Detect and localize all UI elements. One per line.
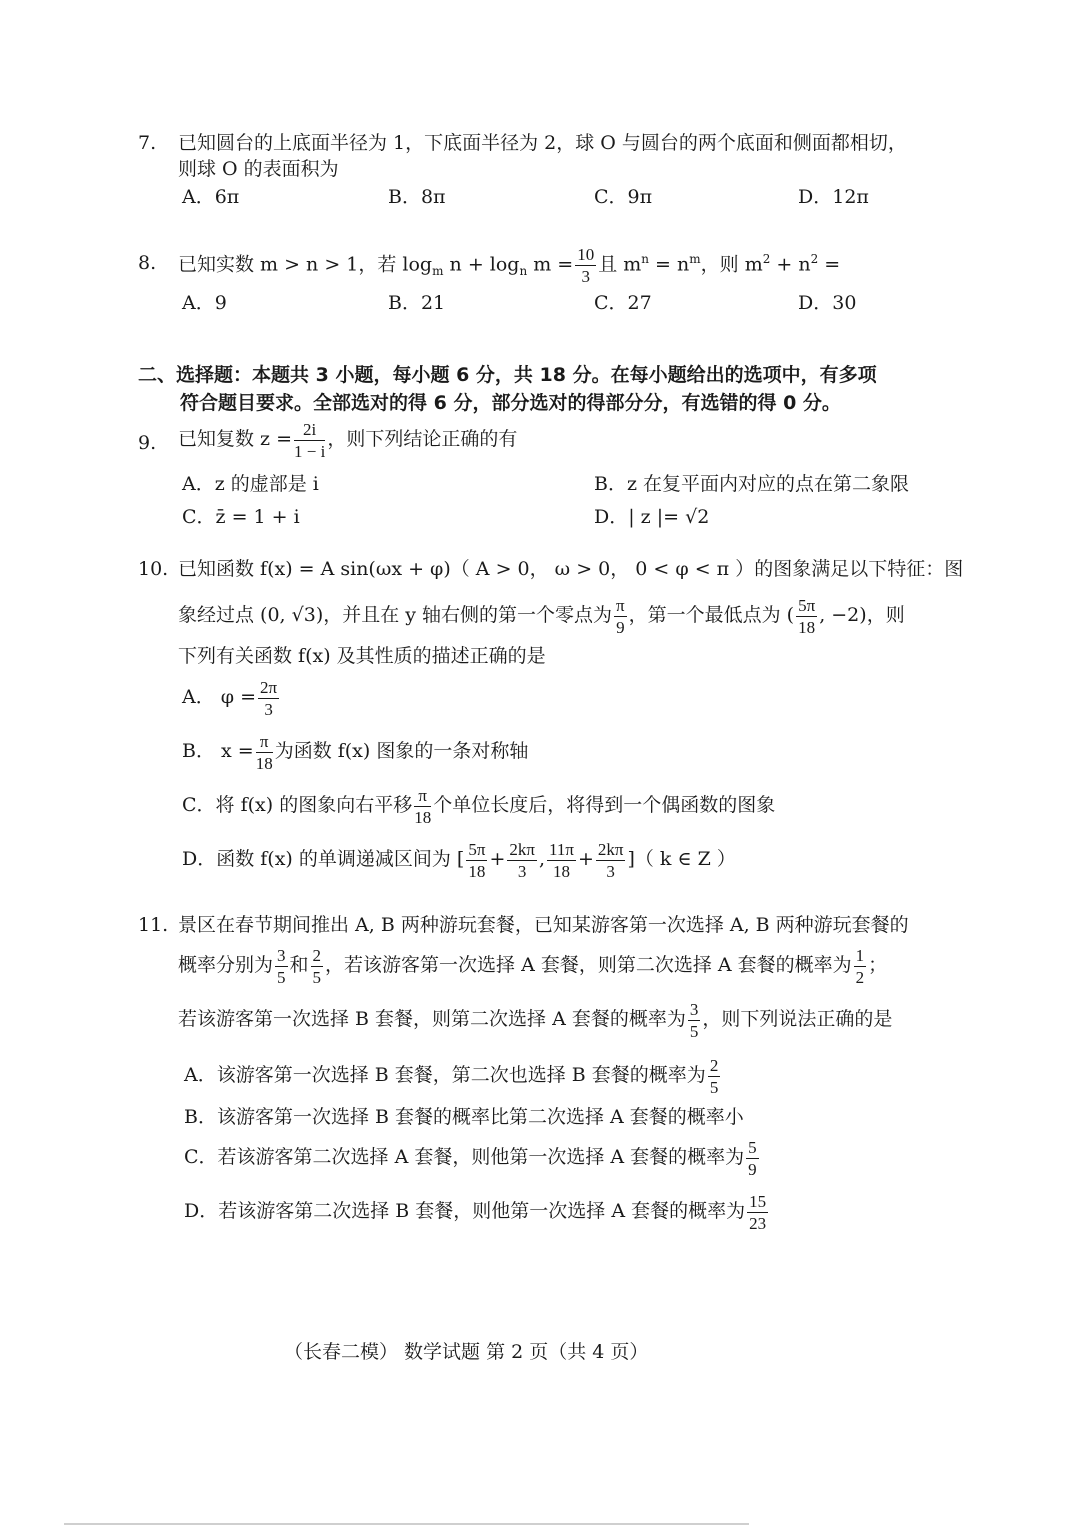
option-c: C．27 (594, 292, 652, 314)
question-text: 已知实数 m > n > 1，若 $\log_m n + \log_n m$ = $\frac{10}{3}$ 且 $m^n = n^m$，则 $m^2 + n^2$ = (178, 244, 841, 286)
option-d: D．| z |= √2 (594, 506, 710, 528)
question-text-line3: 若该游客第一次选择 B 套餐，则第二次选择 A 套餐的概率为 $\frac{3}{5}$ ，则下列说法正确的是 (178, 999, 893, 1041)
question-text-line1: 已知函数 f(x) = A sin(ωx + φ)（ A > 0， ω > 0， 0 < φ < π ）的图象满足以下特征：图 (178, 558, 964, 580)
question-text-line2: 概率分别为 $\frac{3}{5}$ 和 $\frac{2}{5}$ ，若该游客第一次选择 A 套餐，则第二次选择 A 套餐的概率为 $\frac{1}{2}$ ； (178, 945, 888, 987)
question-text-line2: 则球 O 的表面积为 (178, 158, 339, 180)
option-d: D．函数 f(x) 的单调递减区间为 [ $\frac{5\pi}{18}$ + $\frac{2k\pi}{3}$ , $\frac{11\pi}{18}$ + $\frac{2k\pi}{3}$ ]（ k ∈ Z ） (182, 839, 736, 881)
option-a: A．9 (182, 292, 227, 314)
fraction: $\frac{2k\pi}{3}$ (509, 839, 535, 881)
option-b: B．21 (388, 292, 446, 314)
fraction: $\frac{10}{3}$ (577, 244, 595, 286)
option-c: C．若该游客第二次选择 A 套餐，则他第一次选择 A 套餐的概率为 $\frac{5}{9}$ (184, 1137, 757, 1179)
option-b: B． x = $\frac{\pi}{18}$ 为函数 f(x) 图象的一条对称轴 (182, 731, 529, 773)
question-text-line1: 已知圆台的上底面半径为 1，下底面半径为 2，球 O 与圆台的两个底面和侧面都相切， (178, 132, 907, 154)
option-b: B．8π (388, 186, 446, 208)
fraction: $\frac{\pi}{18}$ (255, 731, 273, 773)
question-text: 已知复数 z = $\frac{2i}{1 - i}$ ，则下列结论正确的有 (178, 419, 518, 461)
fraction: $\frac{15}{23}$ (749, 1191, 767, 1233)
question-number: 11. (138, 914, 169, 936)
option-c: C．将 f(x) 的图象向右平移 $\frac{\pi}{18}$ 个单位长度后，将得到一个偶函数的图象 (182, 785, 776, 827)
fraction: $\frac{3}{5}$ (277, 945, 286, 987)
fraction: $\frac{2}{5}$ (312, 945, 322, 987)
option-c: C．z̄ = 1 + i (182, 506, 300, 528)
option-b: B．该游客第一次选择 B 套餐的概率比第二次选择 A 套餐的概率小 (184, 1106, 744, 1128)
divider (64, 1523, 749, 1525)
fraction: $\frac{\pi}{9}$ (616, 595, 625, 637)
option-d: D．30 (798, 292, 857, 314)
option-a: A．6π (182, 186, 240, 208)
question-number: 10. (138, 558, 169, 580)
question-text-line3: 下列有关函数 f(x) 及其性质的描述正确的是 (178, 645, 546, 667)
question-text-line1: 景区在春节期间推出 A, B 两种游玩套餐，已知某游客第一次选择 A, B 两种游玩套餐的 (178, 914, 909, 936)
question-text-line2: 象经过点 (0, √3)，并且在 y 轴右侧的第一个零点为 $\frac{\pi}{9}$ ，第一个最低点为 ( $\frac{5\pi}{18}$ , −2)，则 (178, 595, 905, 637)
option-a: A．该游客第一次选择 B 套餐，第二次也选择 B 套餐的概率为 $\frac{2}{5}$ (184, 1055, 719, 1097)
section-heading-line2: 符合题目要求。全部选对的得 6 分，部分选对的得部分分，有选错的得 0 分。 (180, 392, 841, 414)
fraction: $\frac{11\pi}{18}$ (549, 839, 574, 881)
question-number: 7. (138, 132, 157, 154)
option-c: C．9π (594, 186, 653, 208)
question-number: 8. (138, 252, 157, 274)
fraction: $\frac{\pi}{18}$ (414, 785, 432, 827)
section-heading-line1: 二、选择题：本题共 3 小题，每小题 6 分，共 18 分。在每小题给出的选项中，有多项 (138, 364, 877, 386)
option-d: D．12π (798, 186, 869, 208)
fraction: $\frac{1}{2}$ (855, 945, 865, 987)
fraction: $\frac{2}{5}$ (709, 1055, 719, 1097)
option-d: D．若该游客第二次选择 B 套餐，则他第一次选择 A 套餐的概率为 $\frac{15}{23}$ (184, 1191, 767, 1233)
fraction: $\frac{3}{5}$ (689, 999, 699, 1041)
fraction: $\frac{5}{9}$ (748, 1137, 757, 1179)
fraction: $\frac{5\pi}{18}$ (468, 839, 486, 881)
option-b: B．z 在复平面内对应的点在第二象限 (594, 473, 910, 495)
page-footer: （长春二模） 数学试题 第 2 页（共 4 页） (284, 1341, 649, 1363)
fraction: $\frac{2\pi}{3}$ (260, 677, 278, 719)
option-a: A．z 的虚部是 i (182, 473, 319, 495)
fraction: $\frac{5\pi}{18}$ (798, 595, 816, 637)
option-a: A． φ = $\frac{2\pi}{3}$ (182, 677, 278, 719)
fraction: $\frac{2i}{1 - i}$ (294, 419, 326, 461)
question-number: 9. (138, 432, 157, 454)
fraction: $\frac{2k\pi}{3}$ (597, 839, 624, 881)
